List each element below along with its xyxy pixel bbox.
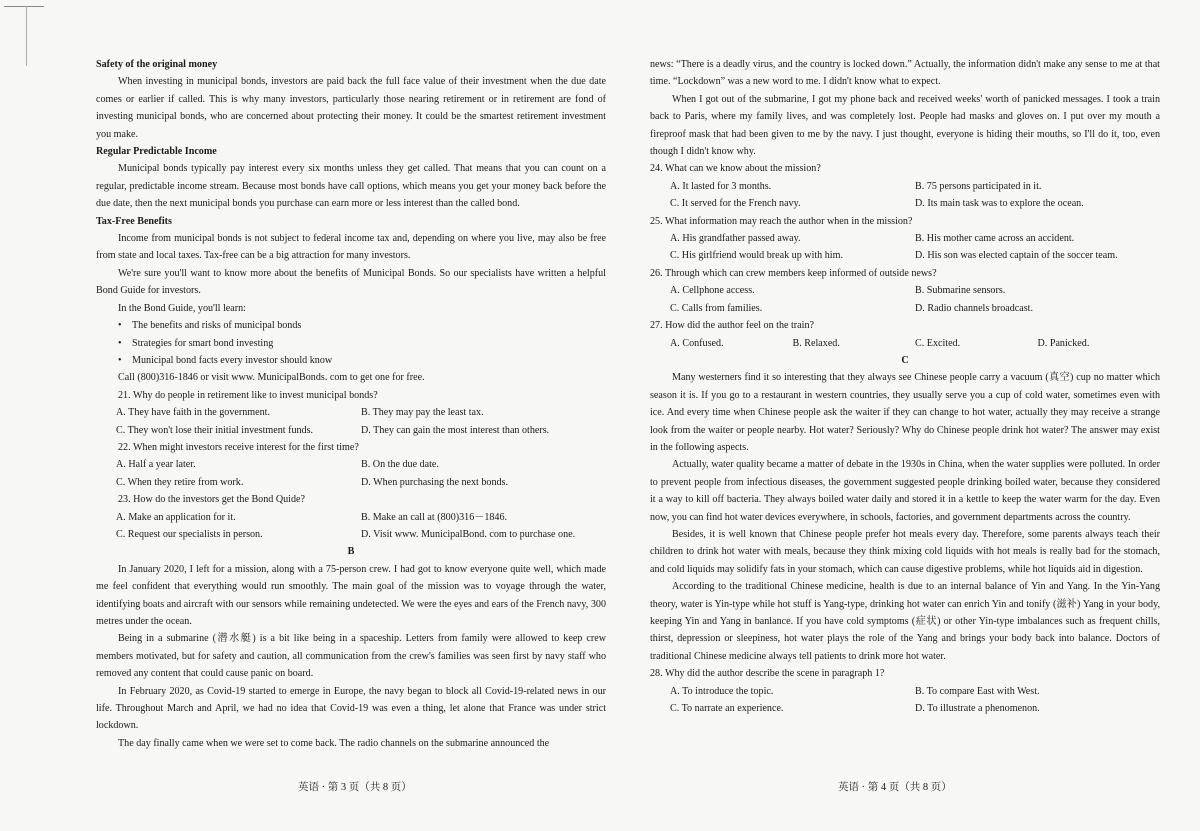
option-b: B. 75 persons participated in it. [915,180,1042,192]
list-item-text: The benefits and risks of municipal bonds [132,320,302,332]
option-d: D. Its main task was to explore the ocean. [915,198,1084,210]
heading-regular-income: Regular Predictable Income [96,146,217,158]
option-a: A. Half a year later. [116,459,196,471]
paragraph-tax-1: Income from municipal bonds is not subject to federal income tax and, depending on where you live, may also be free from state and local taxes. Tax-free can be a big attraction for many investors. [96,233,606,262]
question-25-options [650,230,1160,247]
heading-tax-free: Tax-Free Benefits [96,215,172,227]
option-d: D. Radio channels broadcast. [915,302,1034,314]
section-b-label: B [347,546,355,558]
question-22-options [96,456,606,473]
list-item [96,352,606,369]
option-d: D. When purchasing the next bonds. [361,476,508,488]
question-28-options [650,700,1160,717]
question-28-options [650,683,1160,700]
paragraph-c3: Besides, it is well known that Chinese people prefer hot meals every day. Therefore, some parents always teach their children to drink hot water with meals, because they think mixing cold liquids with hot meals is really bad for the stomach, and cold liquids may solidify fats in your stomach, which can cause digestive problems, while hot liquids aid in digestion. [650,528,1160,575]
paragraph-call: Call (800)316-1846 or visit www. MunicipalBonds. com to get one for free. [118,372,425,384]
question-21: 21. Why do people in retirement like to invest municipal bonds? [118,389,378,401]
page-3-footer: 英语 · 第 3 页（共 8 页） [298,782,412,793]
option-b: B. Make an call at (800)316－1846. [361,511,508,523]
option-b: B. Submarine sensors. [915,285,1006,297]
question-24-options [650,195,1160,212]
question-22: 22. When might investors receive interest for the first time? [118,441,359,453]
option-a: A. His grandfather passed away. [670,233,801,245]
question-27-options [650,335,1160,352]
list-item-text: Strategies for smart bond investing [132,337,274,349]
option-d: D. Panicked. [1037,337,1090,349]
bullet-icon: • [118,320,122,332]
question-26: 26. Through which can crew members keep informed of outside news? [650,267,937,279]
option-c: C. It served for the French navy. [670,198,801,210]
list-item [96,317,606,334]
question-21-options [96,422,606,439]
section-c-label: C [901,354,909,366]
option-a: A. Make an application for it. [116,511,236,523]
paragraph-regular-income: Municipal bonds typically pay interest every six months unless they get called. That means that you can count on a regular, predictable income stream. Because most bonds have call options, which means you get your money back before the due date, then the next municipal bonds you purchase can earn more or less interest than the called bond. [96,163,606,210]
question-26-options [650,300,1160,317]
list-item [96,335,606,352]
option-d: D. To illustrate a phenomenon. [915,703,1040,715]
option-c: C. Excited. [915,337,961,349]
option-d: D. His son was elected captain of the soccer team. [915,250,1118,262]
question-24: 24. What can we know about the mission? [650,163,821,175]
option-c: C. Calls from families. [670,302,763,314]
paragraph-b5: When I got out of the submarine, I got my phone back and received weeks' worth of panicked messages. I took a train back to Paris, where my family lives, and was completely lost. People had masks and gloves on. I put over my mouth a fireproof mask that had been given to me by the navy. I just thought, everyone is hiding their mouths, so I'll do it, too, even though I didn't know why. [650,93,1160,158]
paragraph-b4: The day finally came when we were set to come back. The radio channels on the submarine announced the [118,737,550,749]
option-b: B. They may pay the least tax. [361,407,484,419]
option-c: C. To narrate an experience. [670,703,784,715]
paragraph-tax-2: We're sure you'll want to know more about the benefits of Municipal Bonds. So our specialists have written a helpful Bond Guide for investors. [96,267,606,297]
option-a: A. They have faith in the government. [116,407,270,419]
option-c: C. His girlfriend would break up with him. [670,250,843,262]
option-b: B. His mother came across an accident. [915,233,1075,245]
heading-safety: Safety of the original money [96,59,218,70]
option-b: B. On the due date. [361,459,439,471]
question-26-options [650,282,1160,299]
bullet-icon: • [118,337,122,349]
paragraph-b2: Being in a submarine (潜水艇) is a bit like being in a spaceship. Letters from family were allowed to keep crew members motivated, but for safety and caution, all communication from the crew's families was seen first by navy staff who removed any content that could cause panic on board. [96,633,606,680]
option-c: C. Request our specialists in person. [116,528,263,540]
page-3-column [96,56,606,752]
page-4-column [650,56,1160,717]
question-23-options [96,526,606,543]
paragraph-guide-intro: In the Bond Guide, you'll learn: [118,302,246,314]
option-a: A. It lasted for 3 months. [670,180,772,192]
question-25-options [650,247,1160,264]
option-d: D. They can gain the most interest than others. [361,424,550,436]
question-23: 23. How do the investors get the Bond Quide? [118,494,305,506]
question-22-options [96,474,606,491]
question-28: 28. Why did the author describe the scene in paragraph 1? [650,668,885,680]
list-item-text: Municipal bond facts every investor should know [132,354,333,366]
question-21-options [96,404,606,421]
option-c: C. When they retire from work. [116,476,244,488]
bullet-icon: • [118,354,122,366]
option-a: A. To introduce the topic. [670,685,774,697]
option-d: D. Visit www. MunicipalBond. com to purchase one. [361,528,576,540]
page-4-footer: 英语 · 第 4 页（共 8 页） [838,782,952,793]
paragraph-c1: Many westerners find it so interesting that they always see Chinese people carry a vacuum (真空) cup no matter which season it is. If you go to a restaurant in western countries, they usually serve you a cup of cold water, sometimes even with ice. And every time when Chinese people ask the waiter if they can change to hot water, actually they may receive a strange look from the waiter or people nearby. Hot water? Seriously? Why do Chinese people drink hot water? The answer may exist in the following aspects. [650,372,1160,453]
option-a: A. Confused. [670,337,724,349]
option-c: C. They won't lose their initial investment funds. [116,424,314,436]
paragraph-b3: In February 2020, as Covid-19 started to emerge in Europe, the navy began to block all Covid-19-related news in our life. Throughout March and April, we had no idea that Covid-19 was even a thing, let alone that France was under strict lockdown. [96,685,606,732]
paragraph-safety: When investing in municipal bonds, investors are paid back the full face value of their investment when the due date comes or earlier if called. This is why many investors, particularly those nearing retirement or in retirement are fond of investing municipal bonds, who are concerned about protecting their money. It could be the smartest retirement investment you make. [96,76,606,140]
paragraph-c4: According to the traditional Chinese medicine, health is due to an internal balance of Yin and Yang. In the Yin-Yang theory, water is Yin-type while hot stuff is Yang-type, drinking hot water can enrich Yin and tonify (滋补) Yang in your body, keeping Yin and Yang in banlance. If you have cold symptoms (症状) or other Yin-type imbalances such as frequent chills, thirst, depression or sleepiness, hot water plays the role of the Yang and brings your body back into balance. Doctors of traditional Chinese medicine always tell patients to drink more hot water. [650,581,1160,662]
paragraph-b1: In January 2020, I left for a mission, along with a 75-person crew. I had got to know everyone quite well, which made me feel confident that everything would run smoothly. The main goal of the mission was to voyage through the water, identifying boats and aircraft with our sensors while remaining undetected. We were the eyes and ears of the French navy, 300 metres under the ocean. [96,563,606,627]
question-24-options [650,178,1160,195]
question-25: 25. What information may reach the author when in the mission? [650,215,913,227]
option-a: A. Cellphone access. [670,285,755,297]
paragraph-c2: Actually, water quality became a matter of debate in the 1930s in China, when the water supplies were polluted. In order to prevent people from infectious diseases, the government suggested people drinking boiled water, because they considered it a way to kill off bacteria. They always boiled water daily and stored it in a kettle to keep the water warm for the day. Even now, you can find hot water devices everywhere, in schools, factories, and government departments across the country. [650,459,1160,523]
scan-edge-mark [26,6,27,66]
scan-corner-mark [4,6,44,7]
question-23-options [96,509,606,526]
question-27: 27. How did the author feel on the train? [650,320,814,332]
option-b: B. Relaxed. [792,337,840,349]
paragraph-b-continued: news: “There is a deadly virus, and the country is locked down.” Actually, the information didn't make any sense to me at that time. “Lockdown” was a new word to me. I didn't know what to expect. [650,59,1160,88]
option-b: B. To compare East with West. [915,685,1040,697]
